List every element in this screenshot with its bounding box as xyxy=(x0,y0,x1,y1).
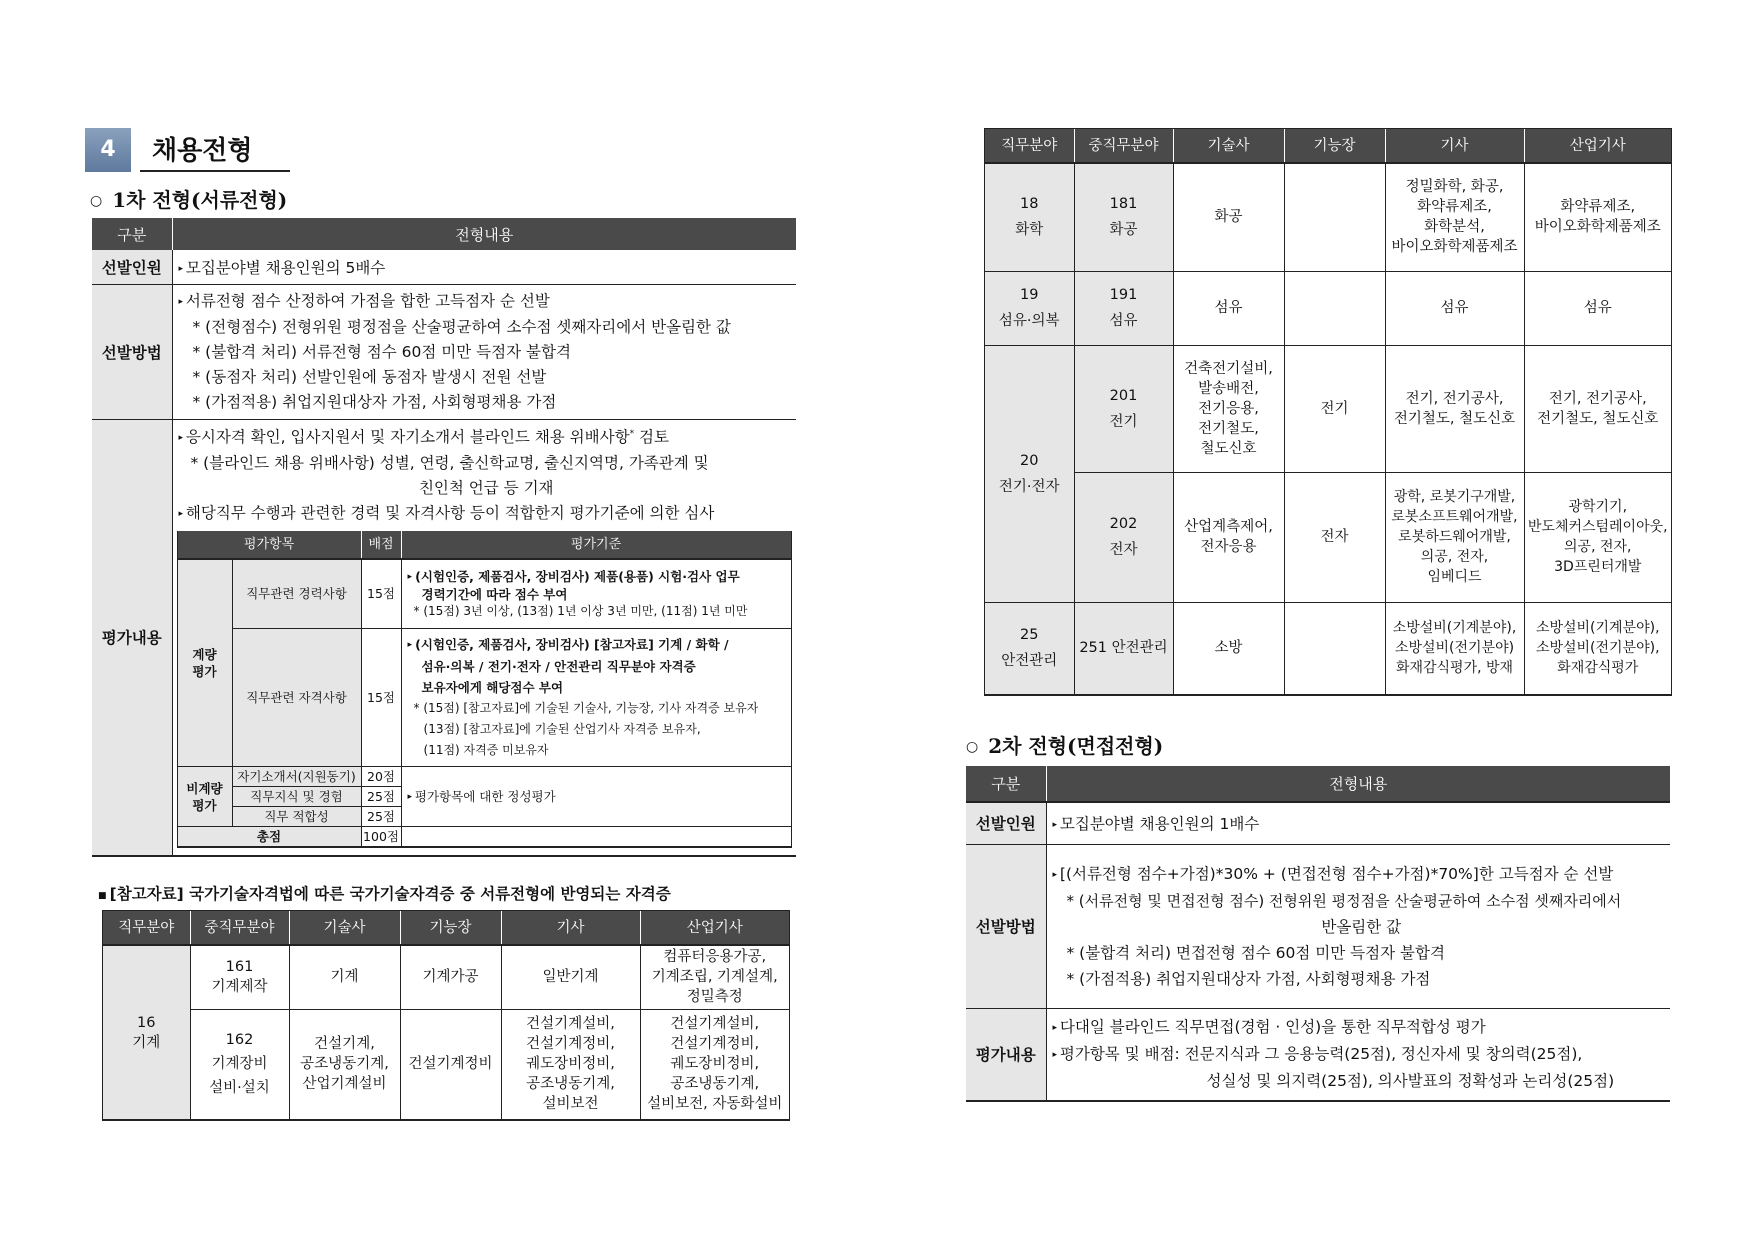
ref-header-gisa: 기사 xyxy=(1385,129,1524,163)
cert-score: 15점 xyxy=(361,629,401,767)
ref-header-field: 직무분야 xyxy=(985,129,1074,163)
ref-industrial: 소방설비(기계분야), 소방설비(전기분야), 화재감식평가 xyxy=(1535,620,1660,677)
ref-master xyxy=(1284,602,1385,694)
cert-item: 직무관련 자격사항 xyxy=(232,629,361,767)
ref-gisa: 건설기계설비, 건설기계정비, 궤도장비정비, 공조냉동기계, 설비보전 xyxy=(501,1009,640,1119)
cert-standard-note2: (13점) [참고자료]에 기술된 산업기사 자격증 보유자, xyxy=(423,722,701,737)
stage2-eval-bullet2a: ▸ 평가항목 및 배점: 전문지식과 그 응용능력(25점), 정신자세 및 창의력(25점), xyxy=(1053,1041,1671,1068)
ref-industrial: 건설기계설비, 건설기계정비, 궤도장비정비, 공조냉동기계, 설비보전, 자동화설비 xyxy=(647,1016,783,1113)
ref-industrial: 섬유 xyxy=(1583,300,1612,316)
stage2-eval-bullet1: ▸ 다대일 블라인드 직무면접(경험 · 인성)을 통한 직무적합성 평가 xyxy=(1053,1014,1671,1041)
stage2-table-grid xyxy=(966,766,1670,1100)
cert-standard-note1: * (15점) [참고자료]에 기술된 기술사, 기능장, 기사 자격증 보유자 xyxy=(413,701,759,716)
ref-header-industrial: 산업기사 xyxy=(640,911,789,945)
ref-engineer: 화공 xyxy=(1173,163,1284,271)
cert-standard-line1: ▸ (시험인증, 제품검사, 장비검사) [참고자료] 기계 / 화학 / xyxy=(408,634,785,656)
cert-standard-line3: 보유자에게 해당점수 부여 xyxy=(421,680,564,696)
ref-gisa: 광학, 로봇기구개발, 로봇소프트웨어개발, 로봇하드웨어개발, 의공, 전자, 임베디드 xyxy=(1385,472,1524,602)
stage2-table xyxy=(966,766,1670,1102)
reference-title: ■ [참고자료] 국가기술자격법에 따른 국가기술자격증 중 서류전형에 반영되는 자격증 xyxy=(98,882,671,904)
ref-field-16: 16 기계 xyxy=(103,945,190,1119)
ref-gisa: 정밀화학, 화공, 화약류제조, 화학분석, 바이오화학제품제조 xyxy=(1385,163,1524,271)
ref-field-18: 18 화학 xyxy=(985,163,1074,271)
ref-engineer: 섬유 xyxy=(1173,271,1284,345)
reference-left-grid xyxy=(103,911,789,1119)
stage1-method-bullet: ▸ 서류전형 점수 산정하여 가점을 합한 고득점자 순 선발 xyxy=(179,289,791,315)
total-label: 총점 xyxy=(177,827,361,847)
ref-field-20: 20 전기·전자 xyxy=(985,345,1074,602)
ref-gisa: 일반기계 xyxy=(501,945,640,1009)
stage1-table-grid xyxy=(92,218,796,855)
stage1-eval-bullet1: ▸ 응시자격 확인, 입사지원서 및 자기소개서 블라인드 채용 위배사항* 검토 xyxy=(177,422,797,451)
nq-item: 직무 적합성 xyxy=(232,807,361,827)
stage2-method-note1a: * (서류전형 및 면접전형 점수) 전형위원 평정점을 산술평균하여 소수점 셋째자리에서 xyxy=(1066,891,1622,910)
ref-midfield: 181 화공 xyxy=(1074,163,1173,271)
ref-header-field: 직무분야 xyxy=(103,911,190,945)
ref-master xyxy=(1284,271,1385,345)
ref-header-engineer: 기술사 xyxy=(289,911,400,945)
ref-field-25: 25 안전관리 xyxy=(985,602,1074,694)
nq-standard: ▸ 평가항목에 대한 정성평가 xyxy=(408,788,791,806)
cert-standard-line2: 섬유·의복 / 전기·전자 / 안전관리 직무분야 자격증 xyxy=(421,659,696,675)
career-item: 직무관련 경력사항 xyxy=(232,559,361,629)
nq-score: 25점 xyxy=(361,807,401,827)
stage2-header-content: 전형내용 xyxy=(1046,766,1670,802)
stage2-header-category: 구분 xyxy=(966,766,1046,802)
stage2-eval-bullet2b: 성실성 및 의지력(25점), 의사발표의 정확성과 논리성(25점) xyxy=(1206,1072,1615,1091)
stage1-row-selection-count-label: 선발인원 xyxy=(92,250,172,284)
stage1-method-note: * (동점자 처리) 선발인원에 동점자 발생시 전원 선발 xyxy=(192,367,547,386)
ref-header-engineer: 기술사 xyxy=(1173,129,1284,163)
stage1-eval-note1b: 친인척 언급 등 기재 xyxy=(418,478,554,497)
total-score: 100점 xyxy=(361,827,401,847)
stage1-table xyxy=(92,218,796,857)
career-standard-note: * (15점) 3년 이상, (13점) 1년 이상 3년 미만, (11점) 1년 미만 xyxy=(413,603,748,618)
stage1-method-note: * (전형점수) 전형위원 평정점을 산술평균하여 소수점 셋째자리에서 반올림한 값 xyxy=(192,317,731,336)
stage1-eval-note1a: * (블라인드 채용 위배사항) 성별, 연령, 출신학교명, 출신지역명, 가족관계 및 xyxy=(190,453,709,472)
ref-midfield: 202 전자 xyxy=(1074,472,1173,602)
ref-midfield: 161 기계제작 xyxy=(190,945,289,1009)
ref-header-industrial: 산업기사 xyxy=(1524,129,1671,163)
stage2-method-bullet: ▸ [(서류전형 점수+가점)*30% + (면접전형 점수+가점)*70%]한 고득점자 순 선발 xyxy=(1053,861,1671,888)
stage2-method-note1b: 반올림한 값 xyxy=(1321,917,1402,936)
ref-master: 건설기계정비 xyxy=(400,1009,501,1119)
stage2-method-note2: * (불합격 처리) 면접전형 점수 60점 미만 득점자 불합격 xyxy=(1066,943,1445,962)
section-number-box xyxy=(85,128,131,172)
reference-right-grid xyxy=(985,129,1671,694)
ref-midfield: 191 섬유 xyxy=(1074,271,1173,345)
ref-industrial: 컴퓨터응용가공, 기계조립, 기계설계, 정밀측정 xyxy=(651,949,778,1006)
nq-score: 20점 xyxy=(361,767,401,787)
reference-table-left xyxy=(102,910,790,1121)
stage2-row-method-label: 선발방법 xyxy=(966,844,1046,1008)
criteria-header-standard: 평가기준 xyxy=(401,531,791,559)
reference-table-right xyxy=(984,128,1672,696)
ref-header-midfield: 중직무분야 xyxy=(190,911,289,945)
stage1-row-evaluation-label: 평가내용 xyxy=(92,419,172,855)
criteria-header-item: 평가항목 xyxy=(177,531,361,559)
ref-header-midfield: 중직무분야 xyxy=(1074,129,1173,163)
nq-item: 직무지식 및 경험 xyxy=(232,787,361,807)
stage2-selection-count-text: ▸ 모집분야별 채용인원의 1배수 xyxy=(1053,812,1671,834)
criteria-header-score: 배점 xyxy=(361,531,401,559)
ref-engineer: 산업계측제어, 전자응용 xyxy=(1173,472,1284,602)
ref-master: 전자 xyxy=(1284,472,1385,602)
stage1-header-category: 구분 xyxy=(92,218,172,250)
nq-item: 자기소개서(지원동기) xyxy=(232,767,361,787)
evaluation-criteria-table xyxy=(177,531,792,848)
cert-standard-note3: (11점) 자격증 미보유자 xyxy=(423,743,549,758)
stage1-header-content: 전형내용 xyxy=(172,218,796,250)
ref-engineer: 기계 xyxy=(289,945,400,1009)
ref-gisa: 소방설비(기계분야), 소방설비(전기분야) 화재감식평가, 방재 xyxy=(1385,602,1524,694)
career-score: 15점 xyxy=(361,559,401,629)
ref-master: 전기 xyxy=(1284,345,1385,472)
ref-midfield: 162 기계장비 설비·설치 xyxy=(190,1009,289,1119)
career-standard-line1: ▸ (시험인증, 제품검사, 장비검사) 제품(용품) 시험·검사 업무 xyxy=(408,568,785,586)
ref-gisa: 섬유 xyxy=(1385,271,1524,345)
ref-header-master: 기능장 xyxy=(1284,129,1385,163)
ref-industrial: 전기, 전기공사, 전기철도, 철도신호 xyxy=(1537,390,1659,427)
ref-gisa: 전기, 전기공사, 전기철도, 철도신호 xyxy=(1385,345,1524,472)
stage2-row-selection-count-label: 선발인원 xyxy=(966,802,1046,844)
ref-midfield: 201 전기 xyxy=(1074,345,1173,472)
stage2-method-note3: * (가점적용) 취업지원대상자 가점, 사회형평채용 가점 xyxy=(1066,969,1431,988)
stage1-eval-bullet2: ▸ 해당직무 수행과 관련한 경력 및 자격사항 등이 적합한지 평가기준에 의한 심사 xyxy=(177,501,797,527)
ref-industrial: 화약류제조, 바이오화학제품제조 xyxy=(1534,199,1661,236)
ref-header-master: 기능장 xyxy=(400,911,501,945)
ref-master: 기계가공 xyxy=(400,945,501,1009)
quantitative-eval-label: 계량 평가 xyxy=(177,559,232,767)
ref-industrial: 광학기기, 반도체커스텀레이아웃, 의공, 전자, 3D프린터개발 xyxy=(1527,499,1668,575)
ref-field-19: 19 섬유·의복 xyxy=(985,271,1074,345)
stage1-row-method-label: 선발방법 xyxy=(92,284,172,419)
ref-header-gisa: 기사 xyxy=(501,911,640,945)
ref-midfield: 251 안전관리 xyxy=(1074,602,1173,694)
ref-engineer: 건축전기설비, 발송배전, 전기응용, 전기철도, 철도신호 xyxy=(1173,345,1284,472)
section-title: 채용전형 xyxy=(152,136,253,166)
stage1-selection-count-text: ▸ 모집분야별 채용인원의 5배수 xyxy=(179,256,797,278)
stage1-title: ○ 1차 전형(서류전형) xyxy=(90,188,288,212)
ref-engineer: 건설기계, 공조냉동기계, 산업기계설비 xyxy=(289,1009,400,1119)
section-title-underline xyxy=(140,170,290,172)
career-standard-line2: 경력기간에 따라 점수 부여 xyxy=(421,586,568,602)
stage2-row-evaluation-label: 평가내용 xyxy=(966,1008,1046,1100)
ref-master xyxy=(1284,163,1385,271)
stage1-method-note: * (불합격 처리) 서류전형 점수 60점 미만 득점자 불합격 xyxy=(192,342,571,361)
nonquantitative-eval-label: 비계량 평가 xyxy=(177,767,232,827)
section-number: 4 xyxy=(100,137,116,162)
stage1-method-note: * (가점적용) 취업지원대상자 가점, 사회형평채용 가점 xyxy=(192,392,557,411)
ref-engineer: 소방 xyxy=(1173,602,1284,694)
nq-score: 25점 xyxy=(361,787,401,807)
stage2-title: ○ 2차 전형(면접전형) xyxy=(966,734,1164,758)
